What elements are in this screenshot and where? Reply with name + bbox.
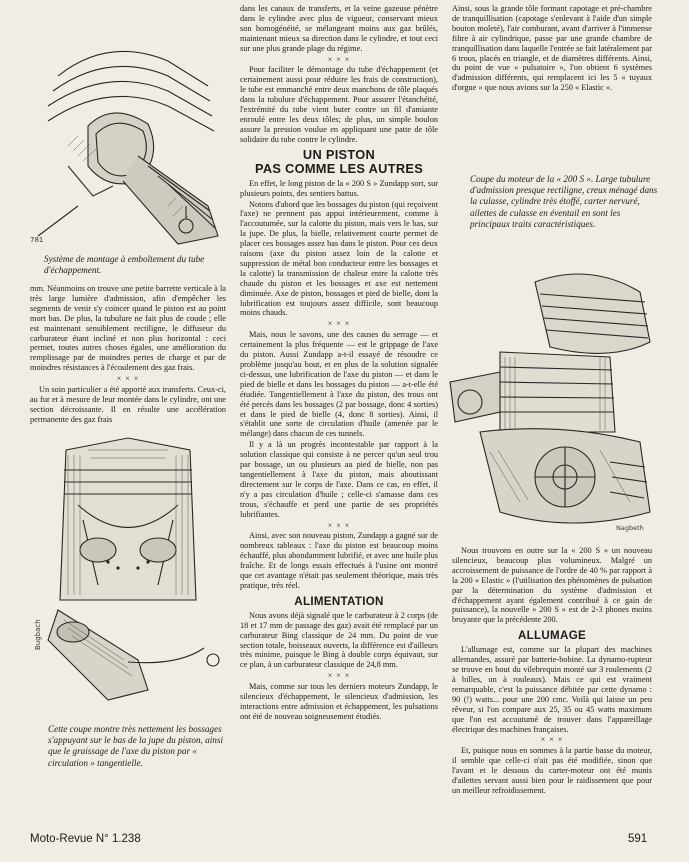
heading-piston: UN PISTON PAS COMME LES AUTRES: [254, 146, 424, 176]
paragraph: dans les canaux de transferts, et la veine gazeuse pénètre dans le cylindre avec plus de vigueur, conservant mieux son homogénéité, se mélangeant moins aux gaz brûlés, maintenant mieux sa direction dans le cylindre, et tout ceci sur une plus grande plage du régime.: [240, 4, 438, 53]
fig1-caption: Système de montage à emboîtement du tube d'échappement.: [44, 254, 205, 276]
exhaust-mounting-figure: [18, 6, 223, 254]
footer-magazine: [30, 832, 141, 846]
page-number: 591: [628, 833, 648, 845]
paragraph: Ainsi, sous la grande tôle formant capotage et pré-chambre de tranquillisation (capotage s'enlevant à l'aide d'un simple bouton moleté), l'air comburant, avant d'arriver à l'immense filtre à air cylindrique, passe par une grande chambre de tranquillisation dans laquelle l'entrée se fait latéralement par 6 trous, placés en triangle, et de diamètres différents. Ainsi, du point de vue « pulsatoire », l'on obtient 6 systèmes d'admission différents, qui remplacent ici les 5 « tuyaux d'orgue » que nous avions sur la 250 « Elastic ».: [452, 4, 652, 93]
section-separator: × × ×: [116, 374, 140, 384]
paragraph: Un soin particulier a été apporté aux transferts. Ceux-ci, au fur et à mesure de leur montée dans le cylindre, ont une section décroissante. Il en résulte une accélération permanente des gaz frais: [30, 385, 226, 424]
issue-number: N° 1.238: [95, 833, 141, 845]
paragraph: Mais, nous le savons, une des causes du serrage — et certainement la plus fréquente — est le grippage de l'axe du piston. Aussi Zundapp a-t-il essayé de résoudre ce problème jusqu'au bout, et en plus de la solution signalée ci-dessus, une lubrification de l'axe du piston — et dans le pied de bielle et dans les bossages du piston — a-t-elle été étudiée. Tangentiellement à l'axe du piston, des trous ont été percés dans les bossages (2 par bossage, donc 4 sorties) et dans le pied de bielle (4, donc 8 sorties). Ainsi, il s'établit une sorte de circulation d'huile (amenée par le mélange) dans chacun de ces tunnels.: [240, 330, 438, 439]
column-3-bottom: [452, 546, 652, 797]
heading-allumage: ALLUMAGE: [517, 629, 587, 643]
magazine-name: Moto-Revue: [30, 833, 93, 845]
paragraph: L'allumage est, comme sur la plupart des machines allemandes, assuré par batterie-bobine. La dynamo-rupteur se trouve en bout du vilebrequin monté sur 3 roulements (2 à billes, un à rouleaux). Mais ce qui est vraiment remarquable, c'est la puissance débitée par cette dynamo : 90 (!) watts... pour une 200 cmc. Voilà qui laisse un peu rêveur, si l'on compare aux 25, 35 ou 45 watts maximum que l'on est accoutumé de trouver dans l'appareillage électrique des machines françaises.: [452, 645, 652, 734]
section-separator: × × ×: [540, 735, 564, 745]
fig3-caption: Cette coupe montre très nettement les bossages s'appuyant sur le bas de la jupe du piston, ainsi que le graissage de l'axe du piston par « circulation » tangentielle.: [48, 724, 223, 768]
paragraph: Pour faciliter le démontage du tube d'échappement (et certainement aussi pour réduire les frais de construction), le tube est emmanché entre deux manchons de tôle plaqués dans la tubulure d'échappement. Pour assurer l'étanchéité, l'extrémité du tube vient buter contre un fil d'amiante enroulé entre les deux tôles; de plus, un simple boulon assure la pression voulue en appliquant une patte de tôle solidaire du tube contre le cylindre.: [240, 65, 438, 144]
section-separator: × × ×: [327, 520, 351, 530]
fig1-signature: 781: [30, 236, 44, 244]
fig2-caption: Coupe du moteur de la « 200 S ». Large tubulure d'admission presque rectiligne, creux ménagé dans la culasse, cylindre très étoffé, carter nervuré, ailettes de culasse en éventail en sont les principaux traits caractéristiques.: [470, 174, 658, 229]
column-2: [240, 4, 438, 723]
paragraph: Notons d'abord que les bossages du piston (qui reçoivent l'axe) ne prennent pas appui intérieurement, comme à l'accoutumée, sur la calotte du piston, mais vers le bas, sur la jupe. De plus, la bielle, relativement courte permet de placer ces bossages assez bas dans le piston. Pour ces deux raisons (axe du piston assez loin de la calotte et suppression de métal bon conducteur entre les bossages et la calotte) la transmission de chaleur entre la calotte très chaude du piston et les bossages et axe est nettement diminuée. Axe de piston, bossages et pied de bielle, dont la lubrification est toujours assez difficile, sont beaucoup moins chauds.: [240, 199, 438, 318]
paragraph: mm. Néanmoins on trouve une petite barrette verticale à la très large lumière d'admission, afin d'empêcher les segments de venir s'y coincer quand le piston est au point mort bas. De plus, la tubulure ne fait plus de coude ; elle est maintenant sensiblement rectiligne, le diffuseur du carburateur étant incliné et non plus horizontal : ceci permet, toutes autres choses égales, une amélioration du remplissage par de moindres pertes de charge et par de moindres résistances à l'écoulement des gaz frais.: [30, 284, 226, 373]
paragraph: Et, puisque nous en sommes à la partie basse du moteur, il semble que celle-ci n'ait pas été modifiée, sinon que l'avant et le dessous du carter-moteur ont été munis d'ailettes servant aussi bien pour le raidissement que pour un meilleur refroidissement.: [452, 746, 652, 795]
column-3-top: [452, 4, 652, 94]
paragraph: Nous trouvons en outre sur la « 200 S » un nouveau silencieux, beaucoup plus volumineux. Malgré un accroissement de puissance de l'ordre de 40 % par rapport à la 200 « Elastic » (l'utilisation des phénomènes de pulsation par la détermination du système d'admission et d'échappement ayant également contribué à ce gain de puissance), la nouvelle « 200 S » est de 2-3 phones moins bruyante que la précédente 200.: [452, 546, 652, 625]
paragraph: En effet, le long piston de la « 200 S » Zundapp sort, sur plusieurs points, des sentiers battus.: [240, 178, 438, 198]
heading-alimentation: ALIMENTATION: [294, 594, 384, 608]
section-separator: × × ×: [327, 319, 351, 329]
section-separator: × × ×: [327, 671, 351, 681]
fig3-signature: Bugbach: [34, 619, 42, 650]
paragraph: Mais, comme sur tous les derniers moteurs Zundapp, le silencieux d'échappement, le silencieux d'admission, les interactions entre admission et échappement, les pulsations ont été de nouveau soigneusement étudiés.: [240, 682, 438, 721]
paragraph: Ainsi, avec son nouveau piston, Zundapp a gagné sur de nombreux tableaux : l'axe du piston est beaucoup moins échauffé, plus abondamment lubrifié, et avec une huile plus fraîche. Et de longs essais effectués à l'usine ont montré que cet avantage n'était pas seulement théorique, mais très pratique, très réel.: [240, 531, 438, 590]
paragraph: Nous avons déjà signalé que le carburateur à 2 corps (de 18 et 17 mm de passage des gaz) avait été remplacé par un carburateur Bing classique de 24 mm. Du point de vue section totale, boisseaux ouverts, la différence est d'ailleurs très minime, puisque le Bing à double corps équivaut, sur ce plan, à un carburateur classique de 24,8 mm.: [240, 610, 438, 670]
column-1: [30, 284, 226, 426]
fig2-signature: Nagbeth: [616, 524, 644, 532]
engine-cutaway-figure: [440, 262, 666, 540]
piston-cutaway-figure: [28, 410, 228, 712]
section-separator: × × ×: [327, 54, 351, 64]
paragraph: Il y a là un progrès incontestable par rapport à la solution classique qui consiste à ne percer qu'un seul trou par bossage, un ou plusieurs au pied de bielle, non pas tangentiellement à l'axe du piston, mais aboutissant directement sur le corps de l'axe. Dans ce cas, en effet, il n'y a pas circulation d'huile ; celle-ci s'amasse dans ces trous, s'échauffe et perd une partie de ses propriétés lubrifiantes.: [240, 440, 438, 519]
